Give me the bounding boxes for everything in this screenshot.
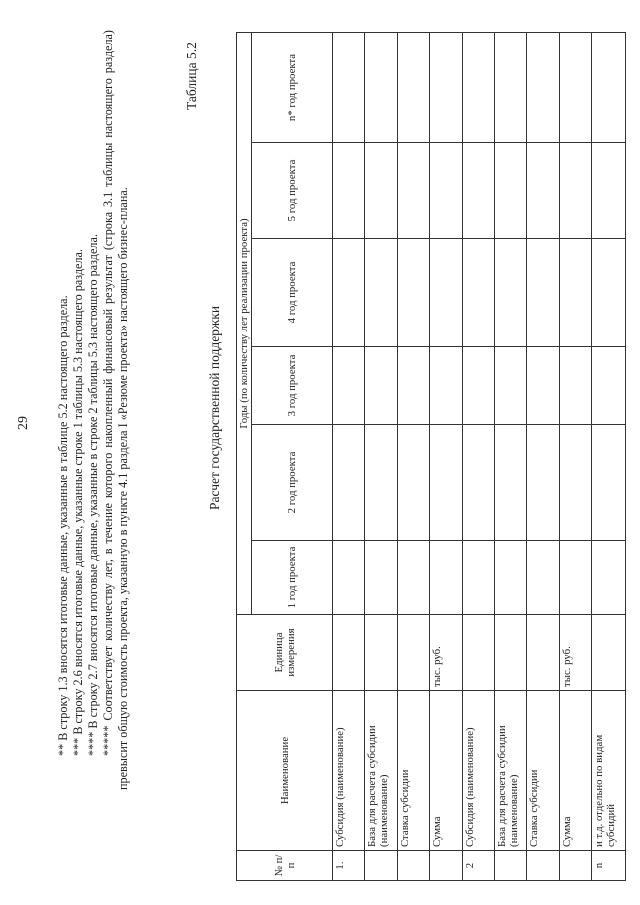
header-year-4: 4 год проекта <box>252 239 333 347</box>
row-name: Сумма <box>560 691 592 851</box>
row-unit <box>398 615 430 691</box>
row-name: Субсидия (наименование) <box>333 691 365 851</box>
row-year-cell <box>365 143 398 239</box>
row-year-cell <box>592 541 626 615</box>
header-unit: Единица измерения <box>237 615 333 691</box>
row-year-cell <box>495 239 527 347</box>
row-name: Субсидия (наименование) <box>463 691 495 851</box>
row-year-cell <box>430 32 463 142</box>
row-year-cell <box>592 425 626 541</box>
row-year-cell <box>527 143 560 239</box>
row-year-cell <box>495 347 527 425</box>
row-year-cell <box>527 239 560 347</box>
row-num <box>398 851 430 881</box>
row-year-cell <box>398 347 430 425</box>
row-unit <box>463 615 495 691</box>
header-year-3: 3 год проекта <box>252 347 333 425</box>
row-year-cell <box>333 425 365 541</box>
table-row <box>333 32 365 880</box>
row-year-cell <box>463 541 495 615</box>
row-year-cell <box>333 347 365 425</box>
row-year-cell <box>365 347 398 425</box>
row-name: Ставка субсидии <box>527 691 560 851</box>
row-unit <box>592 615 626 691</box>
row-year-cell <box>592 347 626 425</box>
row-num <box>430 851 463 881</box>
row-unit: тыс. руб. <box>430 615 463 691</box>
row-num: 2 <box>463 851 495 881</box>
row-year-cell <box>592 32 626 142</box>
row-name: База для расчета субсидии (наименование) <box>365 691 398 851</box>
row-year-cell <box>560 239 592 347</box>
row-year-cell <box>592 143 626 239</box>
table-row <box>495 32 527 880</box>
header-num: № п/п <box>237 851 333 881</box>
row-year-cell <box>333 143 365 239</box>
row-year-cell <box>527 32 560 142</box>
subsidy-table <box>236 32 626 881</box>
row-year-cell <box>527 425 560 541</box>
row-year-cell <box>463 239 495 347</box>
row-year-cell <box>560 32 592 142</box>
row-year-cell <box>430 347 463 425</box>
footnote-3: **** В строку 2.7 вносятся итоговые данные, указанные в строке 2 таблицы 5.3 настоящего раздела. <box>86 234 100 756</box>
row-year-cell <box>463 347 495 425</box>
row-num <box>365 851 398 881</box>
row-year-cell <box>560 143 592 239</box>
row-year-cell <box>560 425 592 541</box>
row-num <box>560 851 592 881</box>
table-row <box>365 32 398 880</box>
footnote-2: *** В строку 2.6 вносятся итоговые данные, указанные строке 1 таблицы 5.3 настоящего раздела. <box>71 249 85 756</box>
row-year-cell <box>463 143 495 239</box>
row-year-cell <box>560 347 592 425</box>
table-row <box>527 32 560 880</box>
table-label: Таблица 5.2 <box>184 42 199 110</box>
header-year-2: 2 год проекта <box>252 425 333 541</box>
row-year-cell <box>495 425 527 541</box>
row-num: 1. <box>333 851 365 881</box>
footnote-1: ** В строку 1.3 вносятся итоговые данные, указанные в таблице 5.2 настоящего раздела. <box>56 295 70 756</box>
table-row <box>592 32 626 880</box>
header-years-group: Годы (по количеству лет реализации проекта) <box>237 32 252 614</box>
page-number: 29 <box>16 416 31 430</box>
row-year-cell <box>430 143 463 239</box>
row-unit <box>495 615 527 691</box>
header-year-5: 5 год проекта <box>252 143 333 239</box>
header-year-1: 1 год проекта <box>252 541 333 615</box>
row-year-cell <box>398 143 430 239</box>
row-year-cell <box>333 32 365 142</box>
row-num <box>495 851 527 881</box>
row-num: n <box>592 851 626 881</box>
row-year-cell <box>495 143 527 239</box>
row-year-cell <box>463 425 495 541</box>
table-row <box>398 32 430 880</box>
row-year-cell <box>592 239 626 347</box>
row-unit <box>527 615 560 691</box>
row-year-cell <box>495 32 527 142</box>
row-year-cell <box>398 32 430 142</box>
row-name: и т.д. отдельно по видам субсидий <box>592 691 626 851</box>
row-year-cell <box>463 32 495 142</box>
row-year-cell <box>527 347 560 425</box>
row-name: Сумма <box>430 691 463 851</box>
row-year-cell <box>560 541 592 615</box>
row-year-cell <box>430 425 463 541</box>
table-title: Расчет государственной поддержки <box>207 305 222 510</box>
row-name: База для расчета субсидии (наименование) <box>495 691 527 851</box>
row-year-cell <box>398 239 430 347</box>
row-unit <box>333 615 365 691</box>
row-year-cell <box>398 541 430 615</box>
header-name: Наименование <box>237 691 333 851</box>
row-year-cell <box>365 541 398 615</box>
row-year-cell <box>398 425 430 541</box>
row-year-cell <box>365 239 398 347</box>
header-row-1 <box>237 32 252 880</box>
row-name: Ставка субсидии <box>398 691 430 851</box>
header-year-n: n* год проекта <box>252 32 333 142</box>
footnotes <box>56 30 131 790</box>
footnote-4: ***** Соответствует количеству лет, в течение которого накопленный финансовый результат (строка 3.1 таблицы настоящего раздела) превысит общую стоимость проекта, указанную в пункте 4.1 раздела I «Резюме проекта» настоящего бизнес-плана. <box>101 30 130 790</box>
row-year-cell <box>430 239 463 347</box>
table-row <box>463 32 495 880</box>
row-year-cell <box>527 541 560 615</box>
row-year-cell <box>365 32 398 142</box>
row-year-cell <box>430 541 463 615</box>
row-year-cell <box>333 239 365 347</box>
row-num <box>527 851 560 881</box>
row-year-cell <box>495 541 527 615</box>
row-year-cell <box>365 425 398 541</box>
row-unit <box>365 615 398 691</box>
table-row <box>560 32 592 880</box>
table-row <box>430 32 463 880</box>
row-year-cell <box>333 541 365 615</box>
row-unit: тыс. руб. <box>560 615 592 691</box>
